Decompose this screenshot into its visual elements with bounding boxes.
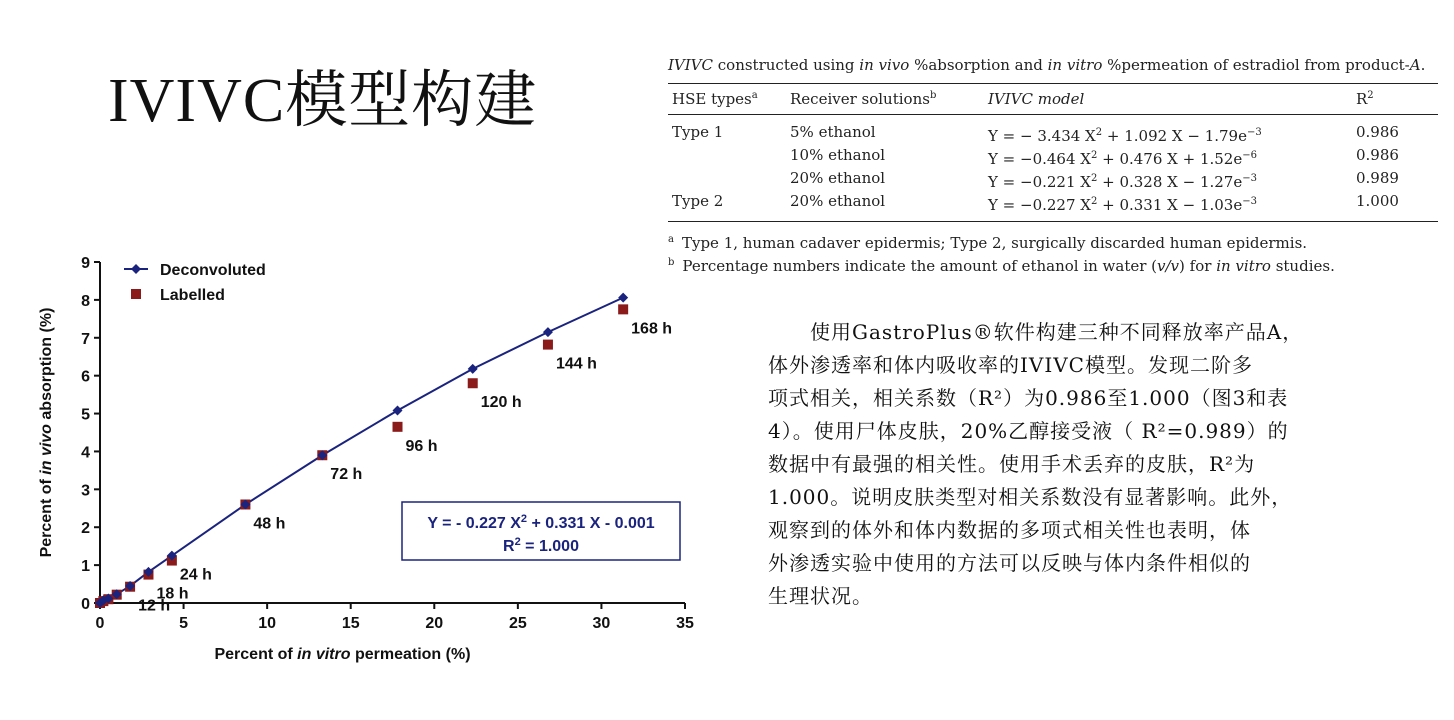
cell-model: Y = −0.464 $X^2 + 0.476$ $X + 1.52e^{-6}$ xyxy=(988,150,1257,168)
y-tick-label: 7 xyxy=(81,330,90,348)
legend-marker-deconvoluted xyxy=(131,264,141,274)
equation-line-1: Y = - 0.227 $X^2 + 0.331$ X - 0.001 xyxy=(427,513,655,532)
cell-model: Y = −0.221 $X^2 + 0.328$ $X - 1.27e^{-3}$ xyxy=(988,173,1257,191)
caption-part: %permeation of estradiol from product- xyxy=(1102,56,1410,74)
time-label: 96 h xyxy=(405,437,438,455)
x-tick-label: 30 xyxy=(592,615,611,632)
header-ivivc-model: IVIVC model xyxy=(988,90,1085,108)
cell-model: Y = − 3.434 $X^2 + 1.092$ $X - 1.79e^{-3}$ xyxy=(988,127,1262,145)
cell-r2: 0.986 xyxy=(1356,146,1399,164)
body-line: 1.000。说明皮肤类型对相关系数没有显著影响。此外， xyxy=(768,485,1293,509)
cell-r2: 1.000 xyxy=(1356,192,1399,210)
x-axis-label: Percent of in vitro permeation (%) xyxy=(214,646,471,663)
body-line: 项式相关，相关系数（R²）为0.986至1.000（图3和表 xyxy=(768,386,1289,410)
ivivc-scatter-chart xyxy=(0,240,720,680)
body-line: 体外渗透率和体内吸收率的IVIVC模型。发现二阶多 xyxy=(768,353,1253,377)
y-axis-label: Percent of in vivo absorption (%) xyxy=(38,307,55,558)
time-label: 18 h xyxy=(156,585,189,603)
header-r2: $R^2$ xyxy=(1356,90,1374,108)
time-label: 12 h xyxy=(138,597,171,615)
table-body xyxy=(668,115,1438,222)
time-label: 72 h xyxy=(330,466,363,484)
x-tick-label: 35 xyxy=(676,615,694,632)
labelled-point xyxy=(618,304,628,314)
footnote-a: $^a$ Type 1, human cadaver epidermis; Type 2, surgically discarded human epidermis. xyxy=(668,234,1308,252)
y-tick-label: 6 xyxy=(81,368,90,386)
caption-part: %absorption and xyxy=(909,56,1048,74)
ivivc-table xyxy=(668,83,1438,222)
cell-receiver: 20% ethanol xyxy=(790,169,886,187)
table-footnotes xyxy=(668,230,1442,276)
cell-model: Y = −0.227 $X^2 + 0.331$ $X - 1.03e^{-3}$ xyxy=(988,196,1257,214)
time-label: 24 h xyxy=(179,566,212,584)
deconvoluted-point xyxy=(393,406,403,416)
caption-part: . xyxy=(1420,56,1426,74)
labelled-point xyxy=(543,340,553,350)
time-label: 144 h xyxy=(555,355,597,373)
y-tick-label: 5 xyxy=(81,406,90,424)
legend-marker-labelled xyxy=(131,289,141,299)
x-tick-label: 15 xyxy=(341,615,360,632)
x-tick-label: 25 xyxy=(508,615,527,632)
cell-r2: 0.989 xyxy=(1356,169,1399,187)
body-line: 4）。使用尸体皮肤，20%乙醇接受液（ R²=0.989）的 xyxy=(768,419,1289,443)
ivivc-table-panel xyxy=(668,56,1442,276)
y-tick-label: 8 xyxy=(81,292,90,310)
body-line: 数据中有最强的相关性。使用手术丢弃的皮肤，R²为 xyxy=(768,452,1256,476)
caption-part: constructed using xyxy=(713,56,860,74)
body-line: 使用GastroPlus®软件构建三种不同释放率产品A， xyxy=(768,320,1304,344)
time-label: 48 h xyxy=(253,515,286,533)
y-tick-label: 4 xyxy=(81,444,90,462)
footnote-b: $^b$ Percentage numbers indicate the amount of ethanol in water (v/v) for in vitro studies. xyxy=(668,257,1335,275)
body-line: 生理状况。 xyxy=(768,584,873,608)
deconvoluted-point xyxy=(543,327,553,337)
header-receiver-solutions: Receiver solutions$^b$ xyxy=(790,90,937,108)
table-row xyxy=(668,169,1438,192)
time-label: 120 h xyxy=(480,394,522,412)
body-line: 外渗透实验中使用的方法可以反映与体内条件相似的 xyxy=(768,551,1251,575)
cell-r2: 0.986 xyxy=(1356,123,1399,141)
cell-receiver: 5% ethanol xyxy=(790,123,876,141)
body-line: 观察到的体外和体内数据的多项式相关性也表明，体 xyxy=(768,518,1251,542)
cell-receiver: 20% ethanol xyxy=(790,192,886,210)
y-tick-label: 1 xyxy=(81,558,90,576)
body-paragraph xyxy=(768,316,1428,613)
table-row xyxy=(668,192,1438,222)
slide-title: IVIVC模型构建 xyxy=(108,67,538,135)
cell-hse-type: Type 2 xyxy=(672,192,724,210)
table-row xyxy=(668,115,1438,147)
table-header-row xyxy=(668,84,1438,115)
equation-line-2: $R^2 = 1.000$ xyxy=(503,536,579,555)
labelled-point xyxy=(468,378,478,388)
x-tick-label: 20 xyxy=(425,615,444,632)
deconvoluted-point xyxy=(618,293,628,303)
cell-hse-type xyxy=(668,169,786,192)
table-row xyxy=(668,146,1438,169)
x-tick-label: 0 xyxy=(95,615,105,632)
y-tick-label: 9 xyxy=(81,255,90,272)
deconvoluted-point xyxy=(468,364,478,374)
table-caption xyxy=(668,56,1442,75)
cell-receiver: 10% ethanol xyxy=(790,146,886,164)
y-tick-label: 3 xyxy=(81,482,90,500)
y-tick-label: 2 xyxy=(81,520,90,538)
labelled-point xyxy=(393,422,403,432)
caption-part: A xyxy=(1409,56,1421,74)
legend-label-deconvoluted: Deconvoluted xyxy=(160,262,266,279)
x-tick-label: 10 xyxy=(258,615,277,632)
time-label: 168 h xyxy=(631,320,673,338)
x-tick-label: 5 xyxy=(179,615,189,632)
cell-hse-type xyxy=(668,146,786,169)
cell-hse-type: Type 1 xyxy=(672,123,724,141)
y-tick-label: 0 xyxy=(81,596,90,613)
caption-part: in vitro xyxy=(1047,56,1103,74)
caption-part: IVIVC xyxy=(668,56,713,74)
header-hse-types: HSE types$^a$ xyxy=(672,90,758,108)
legend-label-labelled: Labelled xyxy=(160,287,225,304)
caption-part: in vivo xyxy=(859,56,910,74)
